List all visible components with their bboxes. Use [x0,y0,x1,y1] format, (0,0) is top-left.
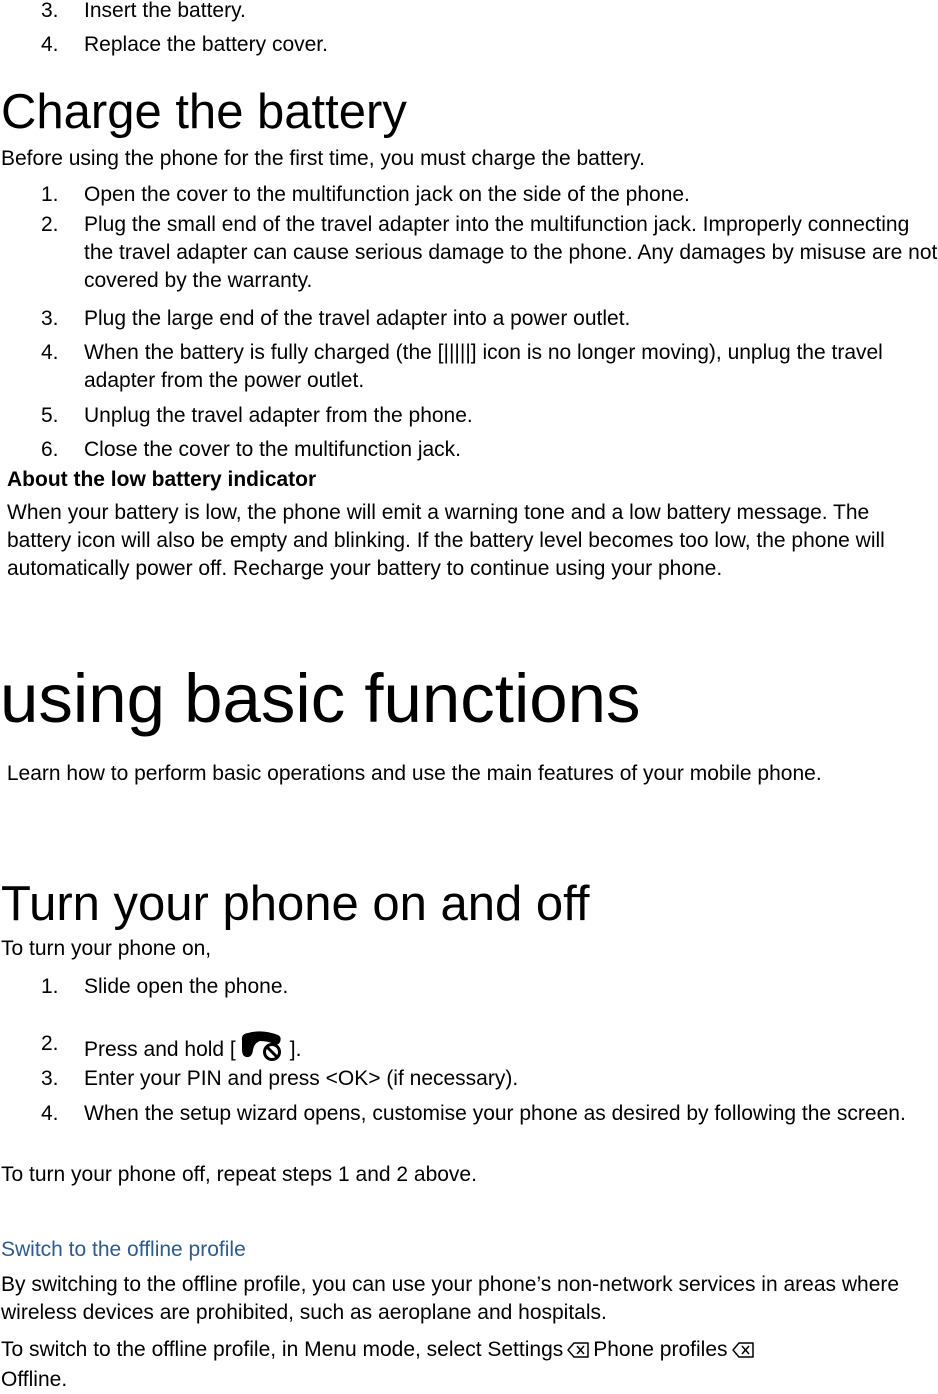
list-text-before: Press and hold [ [84,1038,236,1061]
list-text: Slide open the phone. [84,975,289,998]
list-number: 4. [41,33,59,56]
low-battery-heading: About the low battery indicator [7,468,317,491]
charge-intro: Before using the phone for the first time, you must charge the battery. [1,147,645,170]
chapter-heading: using basic functions [0,660,641,737]
menu-arrow-icon [567,1338,589,1366]
list-text: Close the cover to the multifunction jack. [84,438,462,461]
offline-body-1: By switching to the offline profile, you can use your phone’s non-network services in areas where wireless devices are prohibited, such as aeroplane and hospitals. [1,1273,900,1324]
menu-arrow-icon [732,1338,754,1366]
list-number: 1. [41,975,59,998]
list-text: Open the cover to the multifunction jack on the side of the phone. [84,183,690,206]
list-number: 3. [41,0,59,22]
low-battery-body: When your battery is low, the phone will emit a warning tone and a low battery message. The battery icon will also be empty and blinking. If the battery level becomes too low, the phone will automatically power off. Recharge your battery to continue using your phone. [7,501,885,580]
list-number: 2. [41,1032,59,1055]
section-heading-power: Turn your phone on and off [1,877,590,931]
list-number: 3. [41,307,59,330]
offline-heading: Switch to the offline profile [1,1238,246,1261]
offline-body-2 [1,1336,931,1394]
offline-body-2-part2: Phone profiles [593,1338,728,1361]
list-text: When the battery is fully charged (the [|||||] icon is no longer moving), unplug the travel adapter from the power outlet. [84,341,883,392]
list-text-after: ]. [289,1038,302,1061]
list-text: Plug the large end of the travel adapter into a power outlet. [84,307,631,330]
list-number: 6. [41,438,59,461]
section-heading-charge: Charge the battery [1,85,407,139]
offline-body-2-part1: To switch to the offline profile, in Menu mode, select Settings [1,1338,564,1361]
list-number: 2. [41,213,59,236]
offline-body-2-part3: Offline. [1,1368,68,1391]
list-text: Insert the battery. [84,0,246,22]
list-text: When the setup wizard opens, customise your phone as desired by following the screen. [84,1102,906,1125]
list-text: Replace the battery cover. [84,33,328,56]
list-number: 1. [41,183,59,206]
list-text: Enter your PIN and press <OK> (if necessary). [84,1067,519,1090]
list-text: Unplug the travel adapter from the phone. [84,404,473,427]
list-number: 4. [41,1102,59,1125]
power-outro: To turn your phone off, repeat steps 1 and 2 above. [1,1163,477,1186]
chapter-intro: Learn how to perform basic operations and use the main features of your mobile phone. [1,762,822,785]
list-number: 5. [41,404,59,427]
list-number: 3. [41,1067,59,1090]
list-number: 4. [41,341,59,364]
list-text: Plug the small end of the travel adapter into the multifunction jack. Improperly connecting the travel adapter can cause serious damage to the phone. Any damages by misuse are not covered by the warranty. [84,213,938,292]
power-intro: To turn your phone on, [1,937,212,960]
